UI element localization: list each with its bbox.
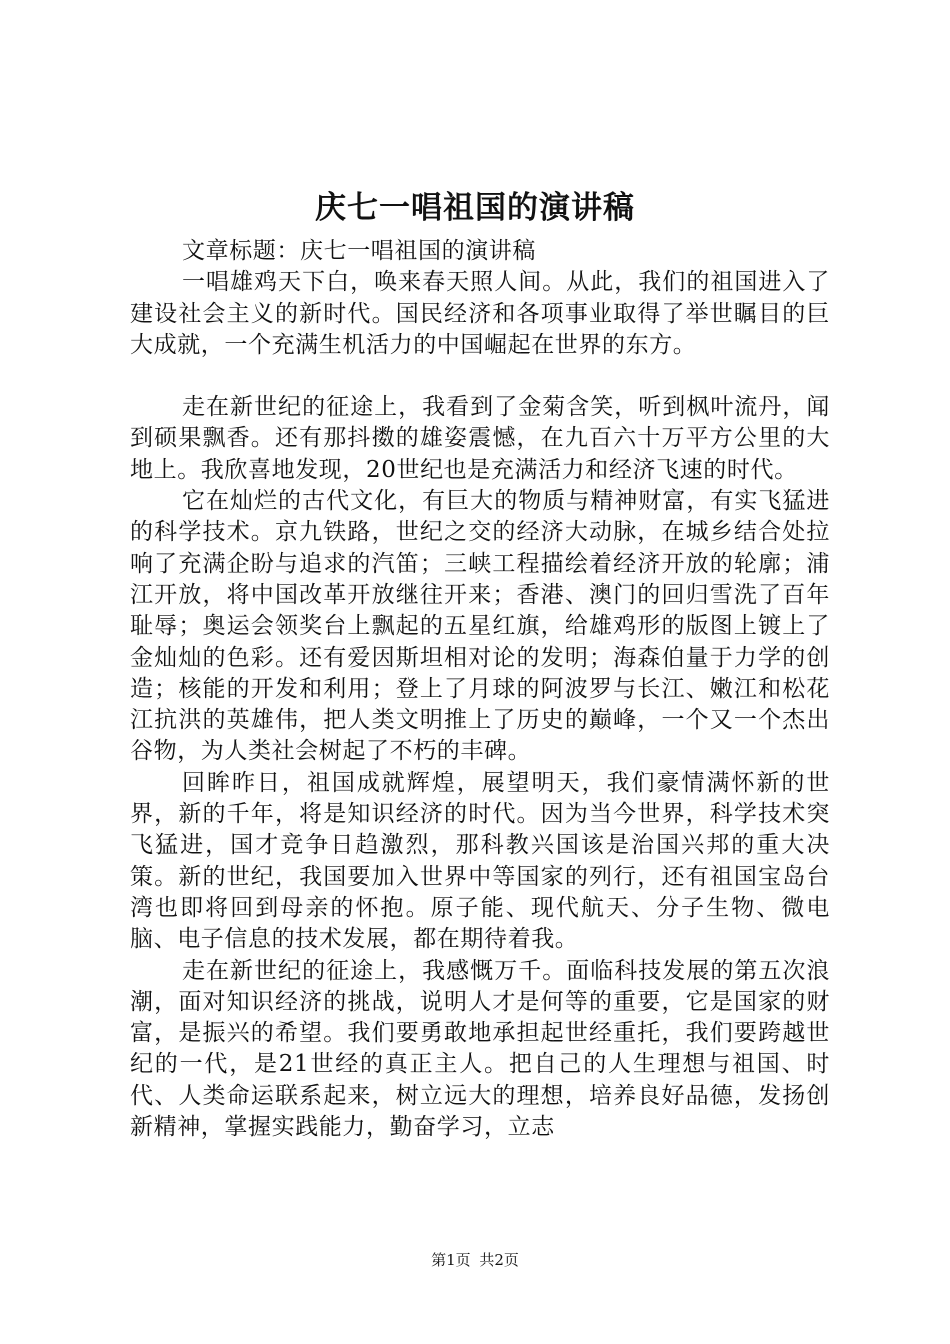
document-body	[130, 236, 830, 1143]
paragraph: 它在灿烂的古代文化，有巨大的物质与精神财富，有实飞猛进的科学技术。京九铁路，世纪之交的经济大动脉，在城乡结合处拉响了充满企盼与追求的汽笛；三峡工程描绘着经济开放的轮廓；浦江开放，将中国改革开放继往开来；香港、澳门的回归雪洗了百年耻辱；奥运会领奖台上飘起的五星红旗，给雄鸡形的版图上镀上了金灿灿的色彩。还有爱因斯坦相对论的发明；海森伯量于力学的创造；核能的开发和利用；登上了月球的阿波罗与长江、嫩江和松花江抗洪的英雄伟，把人类文明推上了历史的巅峰，一个又一个杰出谷物，为人类社会树起了不朽的丰碑。	[130, 488, 830, 765]
page-footer	[0, 1250, 950, 1270]
paragraph: 回眸昨日，祖国成就辉煌，展望明天，我们豪情满怀新的世界，新的千年，将是知识经济的时代。因为当今世界，科学技术突飞猛进，国才竞争日趋激烈，那科教兴国该是治国兴邦的重大决策。新的世纪，我国要加入世界中等国家的列行，还有祖国宝岛台湾也即将回到母亲的怀抱。原子能、现代航天、分子生物、微电脑、电子信息的技术发展，都在期待着我。	[130, 769, 830, 953]
paragraph: 走在新世纪的征途上，我看到了金菊含笑，听到枫叶流丹，闻到硕果飘香。还有那抖擞的雄姿震憾，在九百六十万平方公里的大地上。我欣喜地发现，20世纪也是充满活力和经济飞速的时代。	[130, 394, 830, 483]
paragraph: 一唱雄鸡天下白，唤来春天照人间。从此，我们的祖国进入了建设社会主义的新时代。国民经济和各项事业取得了举世瞩目的巨大成就，一个充满生机活力的中国崛起在世界的东方。	[130, 269, 830, 358]
document-title: 庆七一唱祖国的演讲稿	[315, 190, 635, 226]
page-number: 第1页	[431, 1251, 471, 1269]
paragraph: 走在新世纪的征途上，我感慨万千。面临科技发展的第五次浪潮，面对知识经济的挑战，说明人才是何等的重要，它是国家的财富，是振兴的希望。我们要勇敢地承担起世经重托，我们要跨越世纪的一代，是21世经的真正主人。把自己的人生理想与祖国、时代、人类命运联系起来，树立远大的理想，培养良好品德，发扬创新精神，掌握实践能力，勤奋学习，立志	[130, 957, 830, 1141]
page-total: 共2页	[479, 1251, 519, 1269]
article-title-line: 文章标题：庆七一唱祖国的演讲稿	[182, 238, 536, 264]
